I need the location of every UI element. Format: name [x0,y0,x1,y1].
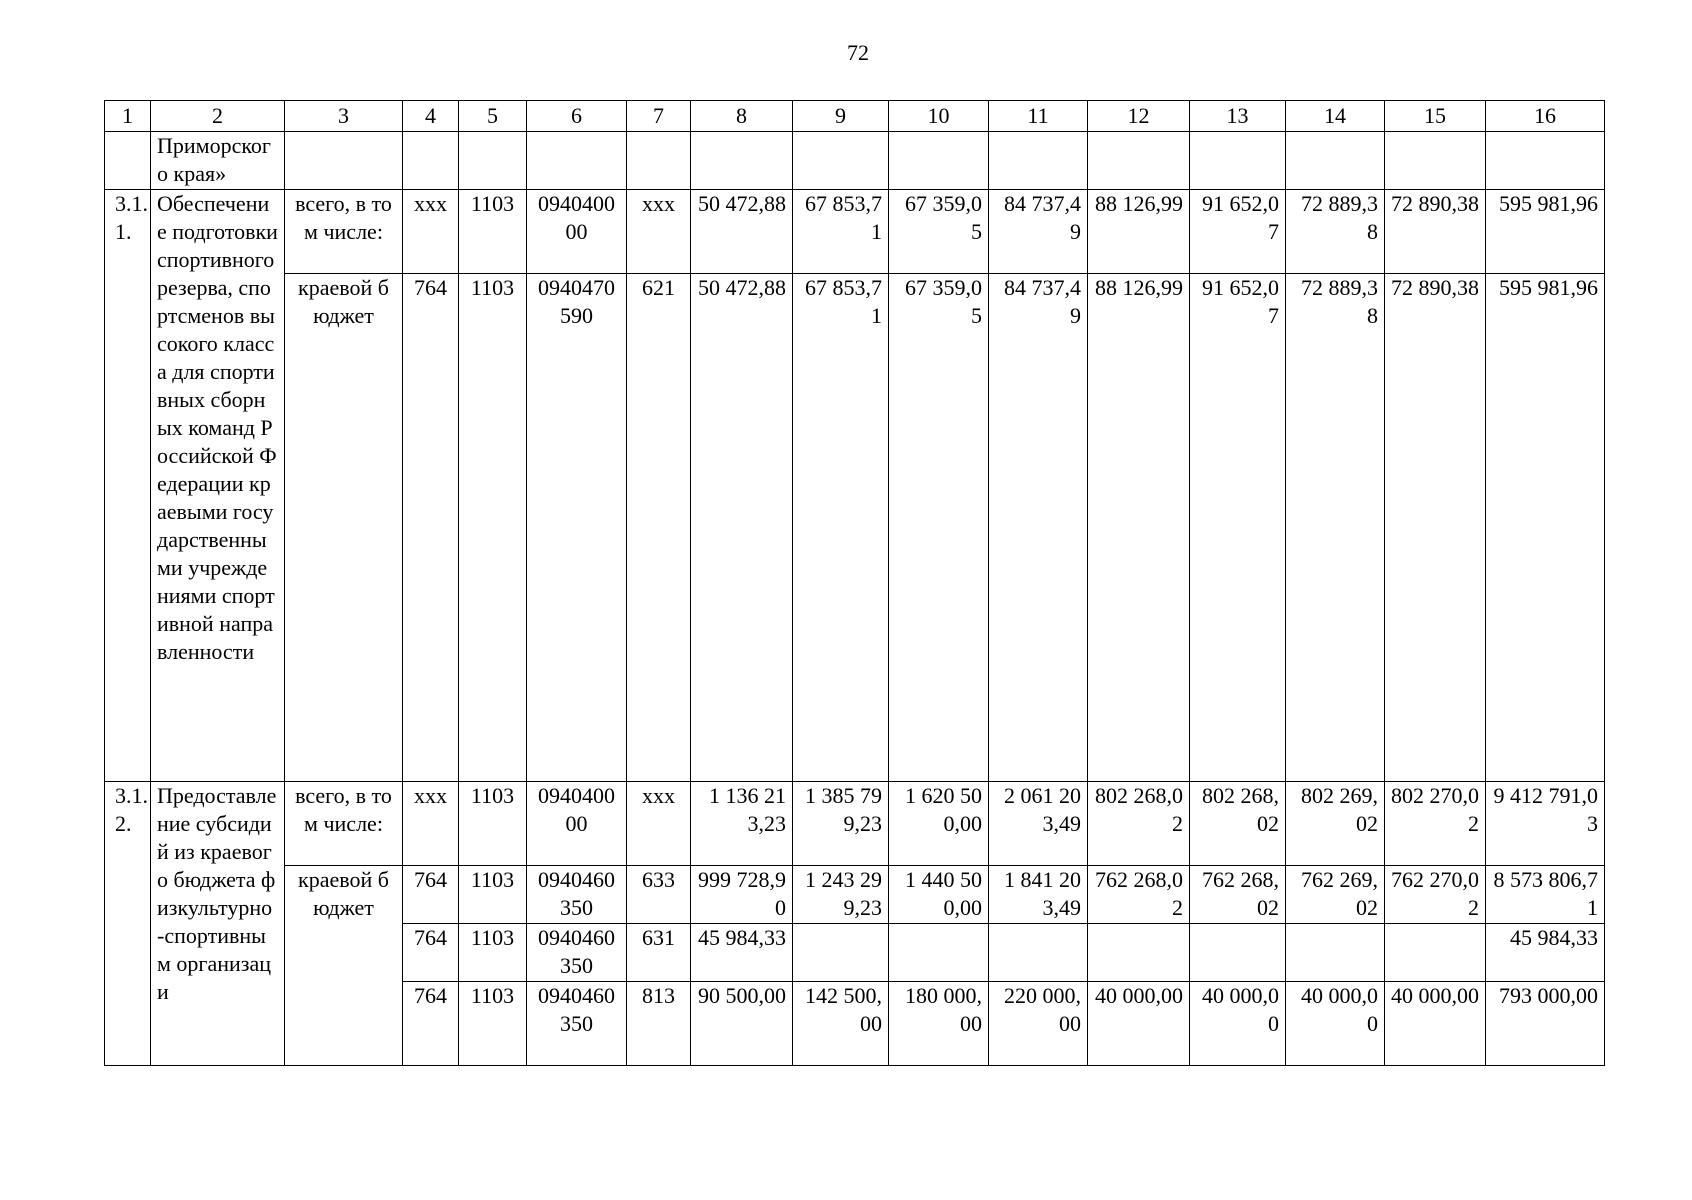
column-number: 16 [1486,101,1605,132]
cell-amount: 72 890,38 [1385,274,1486,782]
cell-amount: 72 889,38 [1286,274,1385,782]
column-number: 4 [403,101,459,132]
cell-amount: 1 136 213,23 [691,782,793,866]
cell-amount: 220 000,00 [989,982,1088,1066]
cell-amount: 90 500,00 [691,982,793,1066]
cell-amount: 40 000,00 [1088,982,1190,1066]
column-number: 7 [627,101,691,132]
column-number: 9 [793,101,889,132]
cell-amount: 802 268,02 [1190,782,1286,866]
funding-source: всего, в том числе: [285,190,403,274]
cell-amount: 91 652,07 [1190,190,1286,274]
cell-total: 595 981,96 [1486,190,1605,274]
cell-amount: 67 359,05 [889,274,989,782]
cell-amount: 50 472,88 [691,274,793,782]
cell-amount: 802 270,02 [1385,782,1486,866]
cell-expense-type: 813 [627,982,691,1066]
page-number: 72 [847,40,869,65]
cell-amount: 72 889,38 [1286,190,1385,274]
column-number: 2 [151,101,285,132]
cell-amount: 84 737,49 [989,190,1088,274]
cell-amount [793,924,889,982]
cell-amount: 88 126,99 [1088,190,1190,274]
cell-amount: 1 243 299,23 [793,866,889,924]
cell-expense-type: xxx [627,190,691,274]
cell-amount: 40 000,00 [1190,982,1286,1066]
cell-section-code: 1103 [459,274,527,782]
cell-admin-code: xxx [403,782,459,866]
cell-amount: 45 984,33 [691,924,793,982]
cell-admin-code: 764 [403,866,459,924]
cell-section-code: 1103 [459,982,527,1066]
column-number: 12 [1088,101,1190,132]
column-number: 13 [1190,101,1286,132]
table-row [105,782,1605,866]
cell-amount [1385,924,1486,982]
continuation-row [105,132,1605,190]
cell-amount: 762 269,02 [1286,866,1385,924]
cell-amount: 88 126,99 [1088,274,1190,782]
cell-amount: 2 061 203,49 [989,782,1088,866]
cell-target-code: 0940460350 [527,866,627,924]
cell-total: 45 984,33 [1486,924,1605,982]
column-number: 8 [691,101,793,132]
cell-amount: 50 472,88 [691,190,793,274]
cell-amount: 67 359,05 [889,190,989,274]
cell-amount: 1 385 799,23 [793,782,889,866]
column-number: 5 [459,101,527,132]
cell-amount: 802 269,02 [1286,782,1385,866]
cell-target-code: 094040000 [527,782,627,866]
measure-name-continued: Приморского края» [151,132,285,190]
cell-amount: 67 853,71 [793,274,889,782]
cell-amount [989,924,1088,982]
cell-target-code: 0940460350 [527,924,627,982]
cell-admin-code: 764 [403,982,459,1066]
cell-amount: 40 000,00 [1286,982,1385,1066]
cell-amount: 1 440 500,00 [889,866,989,924]
table-row [105,866,1605,924]
column-number: 1 [105,101,151,132]
measure-name: Предоставление субсидий из краевого бюджета физкультурно-спортивным организаци [151,782,285,1066]
funding-source: всего, в том числе: [285,782,403,866]
cell-expense-type: 621 [627,274,691,782]
cell-section-code: 1103 [459,782,527,866]
funding-source: краевой бюджет [285,866,403,1066]
cell-admin-code: xxx [403,190,459,274]
table-row [105,274,1605,782]
measure-number: 3.1.2. [105,782,151,1066]
column-number: 6 [527,101,627,132]
cell-amount: 142 500,00 [793,982,889,1066]
cell-amount: 67 853,71 [793,190,889,274]
cell-amount [889,924,989,982]
cell-admin-code: 764 [403,274,459,782]
cell-amount: 802 268,02 [1088,782,1190,866]
column-number: 15 [1385,101,1486,132]
cell-amount: 762 270,02 [1385,866,1486,924]
budget-table [104,100,1605,1066]
cell-section-code: 1103 [459,924,527,982]
cell-target-code: 094040000 [527,190,627,274]
cell-amount: 1 841 203,49 [989,866,1088,924]
cell-section-code: 1103 [459,190,527,274]
cell-amount: 91 652,07 [1190,274,1286,782]
cell-amount: 40 000,00 [1385,982,1486,1066]
measure-number: 3.1.1. [105,190,151,782]
cell-amount [1088,924,1190,982]
cell-amount: 180 000,00 [889,982,989,1066]
cell-amount [1286,924,1385,982]
cell-amount: 72 890,38 [1385,190,1486,274]
column-number: 11 [989,101,1088,132]
table-row [105,190,1605,274]
cell-amount: 762 268,02 [1190,866,1286,924]
measure-name: Обеспечение подготовки спортивного резерва, спортсменов высокого класса для спортивных сборных команд Российской Федерации краевыми государственными учреждениями спортивной направленности [151,190,285,782]
cell-amount: 1 620 500,00 [889,782,989,866]
cell-amount [1190,924,1286,982]
column-number-row [105,101,1605,132]
cell-amount: 999 728,90 [691,866,793,924]
column-number: 3 [285,101,403,132]
cell-amount: 84 737,49 [989,274,1088,782]
cell-total: 8 573 806,71 [1486,866,1605,924]
cell-expense-type: 631 [627,924,691,982]
cell-total: 793 000,00 [1486,982,1605,1066]
cell-expense-type: xxx [627,782,691,866]
cell-total: 595 981,96 [1486,274,1605,782]
cell-amount: 762 268,02 [1088,866,1190,924]
column-number: 14 [1286,101,1385,132]
cell-section-code: 1103 [459,866,527,924]
cell-expense-type: 633 [627,866,691,924]
cell-total: 9 412 791,03 [1486,782,1605,866]
cell-target-code: 0940460350 [527,982,627,1066]
column-number: 10 [889,101,989,132]
cell-target-code: 0940470590 [527,274,627,782]
funding-source: краевой бюджет [285,274,403,782]
cell-admin-code: 764 [403,924,459,982]
